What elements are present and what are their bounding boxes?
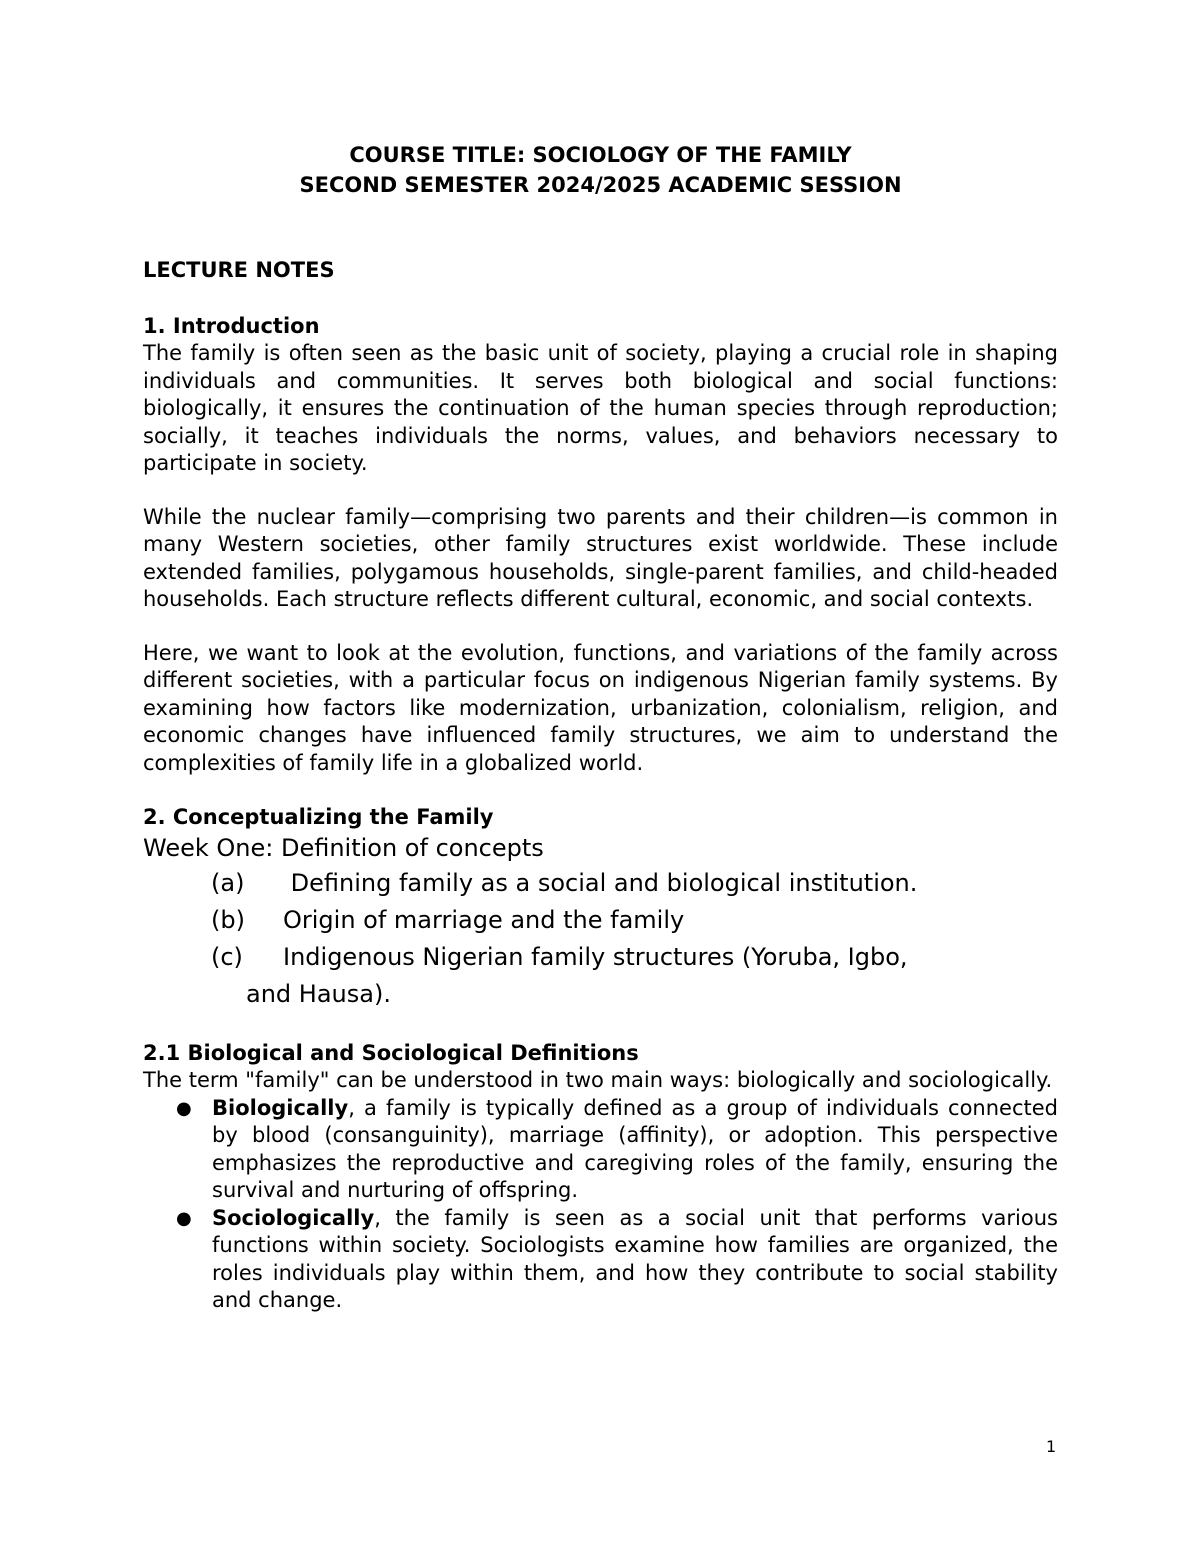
week-one-topic-list [143,865,1058,976]
bullet-icon: ● [176,1097,192,1119]
topic-text: Defining family as a social and biological institution. [283,869,918,897]
bullet-icon: ● [176,1207,192,1229]
intro-paragraph-1: The family is often seen as the basic unit of society, playing a crucial role in shaping individuals and communities. It serves both biological and social functions: biologically, it ensures the continuation of the human species through reproduction; socially, it teaches individuals the norms, values, and behaviors necessary to participate in society. [143,341,1058,475]
lecture-notes-heading: LECTURE NOTES [143,258,335,282]
topic-item-c [143,939,1058,976]
week-one-heading: Week One: Definition of concepts [143,834,544,862]
topic-marker: (c) [211,943,243,971]
bullet-text: , a family is typically defined as a group of individuals connected by blood (consanguinity), marriage (affinity), or adoption. This perspective emphasizes the reproductive and caregiving roles of the family, ensuring the survival and nurturing of offspring. [212,1095,1058,1202]
conceptualizing-heading: 2. Conceptualizing the Family [143,805,494,829]
bullet-term: Sociologically [212,1205,375,1230]
bullet-biological [143,1095,1058,1205]
bullet-text: , the family is seen as a social unit that performs various functions within society. Sociologists examine how families are organized, the roles individuals play within them, and how they contribute to social stability and change. [212,1205,1058,1312]
page-number: 1 [1046,1437,1057,1456]
topic-text: Origin of marriage and the family [283,906,685,934]
bullet-term: Biologically [212,1095,349,1120]
introduction-heading: 1. Introduction [143,314,320,338]
document-page [143,140,1058,1315]
session-title: SECOND SEMESTER 2024/2025 ACADEMIC SESSION [299,173,902,197]
intro-paragraph-3: Here, we want to look at the evolution, functions, and variations of the family across different societies, with a particular focus on indigenous Nigerian family systems. By examining how factors like modernization, urbanization, colonialism, religion, and economic changes have influenced family structures, we aim to understand the complexities of family life in a globalized world. [143,640,1058,775]
intro-paragraph-2: While the nuclear family—comprising two parents and their children—is common in many Western societies, other family structures exist worldwide. These include extended families, polygamous households, single-parent families, and child-headed households. Each structure reflects different cultural, economic, and social contexts. [143,504,1058,611]
topic-item-a [143,865,1058,902]
definitions-intro: The term "family" can be understood in two main ways: biologically and sociologically. [143,1068,1053,1092]
bullet-sociological [143,1205,1058,1315]
course-title: COURSE TITLE: SOCIOLOGY OF THE FAMILY [349,143,852,167]
topic-item-b [143,902,1058,939]
topic-marker: (b) [211,906,245,934]
topic-text: Indigenous Nigerian family structures (Yoruba, Igbo, [283,943,908,971]
definitions-bullet-list [143,1095,1058,1315]
topic-item-c-continuation: and Hausa). [246,980,391,1008]
topic-marker: (a) [211,869,245,897]
definitions-heading: 2.1 Biological and Sociological Definitions [143,1041,639,1065]
